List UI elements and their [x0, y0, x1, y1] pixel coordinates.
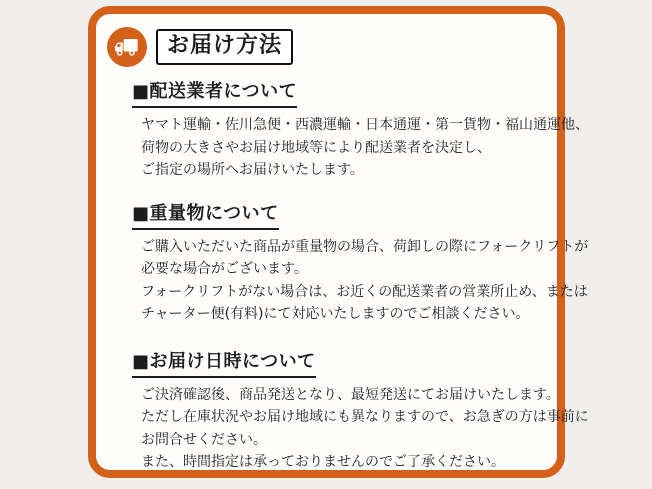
- section-heading-heavy-items-label: ■重量物について: [132, 199, 279, 230]
- section-heading-heavy-items: [132, 199, 557, 230]
- text-line: また、時間指定は承っておりませんのでご了承ください。: [141, 454, 505, 470]
- section-heading-carriers: [132, 77, 557, 108]
- text-line: ただし在庫状況やお届け地域にも異なりますので、お急ぎの方は事前に: [141, 409, 589, 425]
- section-body-carriers: [141, 114, 589, 182]
- text-line: チャーター便(有料)にて対応いたしますのでご相談ください。: [141, 306, 530, 322]
- text-line: ご指定の場所へお届けいたします。: [141, 162, 364, 178]
- panel-header: [107, 27, 557, 67]
- truck-icon: [107, 27, 147, 67]
- text-line: 必要な場合がございます。: [141, 261, 308, 277]
- delivery-info-panel: [88, 6, 589, 478]
- text-line: ヤマト運輸・佐川急便・西濃運輸・日本通運・第一貨物・福山通運他、: [141, 117, 589, 133]
- section-heading-delivery-datetime-label: ■お届け日時について: [132, 347, 316, 378]
- text-line: フォークリフトがない場合は、お近くの配送業者の営業所止め、または: [141, 283, 588, 300]
- section-body-heavy-items: [141, 236, 589, 326]
- text-line: 荷物の大きさやお届け地域等により配送業者を決定し、: [141, 139, 491, 156]
- text-line: お問合せください。: [141, 431, 267, 448]
- page-title: お届け方法: [156, 29, 293, 65]
- section-heading-carriers-label: ■配送業者について: [132, 77, 297, 108]
- section-heading-delivery-datetime: [132, 347, 557, 378]
- text-line: ご購入いただいた商品が重量物の場合、荷卸しの際にフォークリフトが: [141, 238, 589, 255]
- text-line: ご決済確認後、商品発送となり、最短発送にてお届けいたします。: [141, 386, 560, 403]
- section-body-delivery-datetime: [141, 384, 589, 474]
